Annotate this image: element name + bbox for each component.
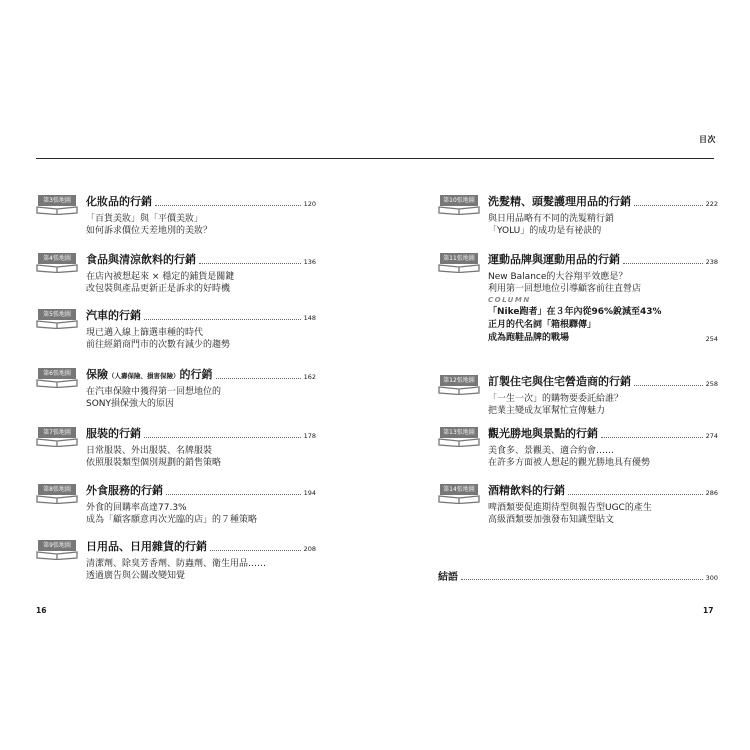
chapter-subtitle-line: 改包裝與產品更新正是訴求的好時機 xyxy=(86,284,231,294)
chapter-subtitle-line: 依照服裝類型個別規劃的銷售策略 xyxy=(86,458,222,468)
chapter-page-number: 222 xyxy=(705,200,718,208)
open-map-book-icon xyxy=(36,495,78,504)
chapter-subtitle-line: 啤酒類要促進期待型與報告型UGC的產生 xyxy=(488,503,652,513)
chapter-page-number: 286 xyxy=(705,489,718,497)
dot-leader xyxy=(623,263,703,264)
open-map-book-icon xyxy=(36,438,78,447)
chapter-page-number: 178 xyxy=(303,432,316,440)
chapter-number-label: 第7張地圖 xyxy=(38,427,76,438)
chapter-page-number: 258 xyxy=(705,380,718,388)
chapter-title xyxy=(488,373,631,389)
chapter-page-number: 208 xyxy=(303,545,316,553)
chapter-subtitle-line: 前往經銷商門市的次數有減少的趨勢 xyxy=(86,340,231,350)
column-title-line: 成為跑鞋品牌的戰場 xyxy=(488,333,570,343)
chapter-map-badge xyxy=(36,368,78,388)
chapter-number-label: 第9張地圖 xyxy=(38,540,76,551)
chapter-title-suffix: 的行銷 xyxy=(179,368,213,381)
chapter-title-text: 運動品牌與運動用品的行銷 xyxy=(488,253,620,266)
toc-title-row xyxy=(488,482,718,498)
column-title-line: 正月的代名詞「箱根驛傳」 xyxy=(488,320,597,330)
chapter-subtitle-line: New Balance的大谷翔平效應是？ xyxy=(488,272,628,282)
chapter-map-badge xyxy=(438,427,480,447)
chapter-map-badge xyxy=(36,484,78,504)
dot-leader xyxy=(634,385,703,386)
toc-title-row xyxy=(488,251,718,267)
column-page-number: 254 xyxy=(705,335,718,343)
chapter-map-badge xyxy=(36,540,78,560)
chapter-number-label: 第3張地圖 xyxy=(38,195,76,206)
chapter-subtitle-line: 透過廣告與公關改變知覺 xyxy=(86,571,186,581)
open-map-book-icon xyxy=(438,386,480,395)
chapter-subtitle-line: 把業主變成友軍幫忙宣傳魅力 xyxy=(488,406,606,416)
toc-title-row xyxy=(86,425,316,441)
chapter-number-label: 第11張地圖 xyxy=(440,253,478,264)
chapter-title-text: 訂製住宅與住宅營造商的行銷 xyxy=(488,375,631,388)
chapter-number-label: 第14張地圖 xyxy=(440,484,478,495)
chapter-subtitle-line: 「一生一次」的購物要委託給誰？ xyxy=(488,394,624,404)
chapter-number-label: 第4張地圖 xyxy=(38,253,76,264)
chapter-title-text: 服裝的行銷 xyxy=(86,427,141,440)
toc-header-label: 目次 xyxy=(699,135,716,144)
page-number-left: 16 xyxy=(36,606,47,615)
page-number-right: 17 xyxy=(703,606,714,615)
chapter-map-badge xyxy=(36,309,78,329)
open-map-book-icon xyxy=(438,438,480,447)
open-map-book-icon xyxy=(36,264,78,273)
chapter-map-badge xyxy=(36,427,78,447)
open-map-book-icon xyxy=(438,264,480,273)
chapter-subtitle-line: 如何訴求價位天差地別的美妝？ xyxy=(86,226,213,236)
dot-leader xyxy=(601,437,703,438)
toc-title-row xyxy=(86,251,316,267)
chapter-subtitle-line: 在許多方面被人想起的觀光勝地具有優勢 xyxy=(488,458,651,468)
chapter-title-text: 汽車的行銷 xyxy=(86,309,141,322)
dot-leader xyxy=(210,550,301,551)
open-map-book-icon xyxy=(438,495,480,504)
chapter-title-text: 酒精飲料的行銷 xyxy=(488,484,565,497)
toc-title-row xyxy=(86,366,316,382)
chapter-title-text: 外食服務的行銷 xyxy=(86,484,163,497)
chapter-map-badge xyxy=(438,375,480,395)
dot-leader xyxy=(568,494,703,495)
chapter-title xyxy=(86,482,163,498)
chapter-subtitle-line: 外食的回購率高達77.3% xyxy=(86,503,187,513)
chapter-subtitle-line: 成為「顧客願意再次光臨的店」的７種策略 xyxy=(86,515,258,525)
chapter-title xyxy=(86,251,196,267)
chapter-map-badge xyxy=(438,195,480,215)
toc-title-row xyxy=(86,482,316,498)
dot-leader xyxy=(155,205,301,206)
chapter-subtitle-line: 在汽車保險中獲得第一回想地位的 xyxy=(86,387,222,397)
chapter-map-badge xyxy=(438,484,480,504)
chapter-title-text: 觀光勝地與景點的行銷 xyxy=(488,427,598,440)
chapter-subtitle-line: SONY損保強大的原因 xyxy=(86,399,175,409)
chapter-page-number: 136 xyxy=(303,258,316,266)
header-rule xyxy=(36,158,714,159)
chapter-title-text: 日用品、日用雜貨的行銷 xyxy=(86,540,207,553)
chapter-page-number: 120 xyxy=(303,200,316,208)
chapter-title xyxy=(86,307,141,323)
chapter-number-label: 第10張地圖 xyxy=(440,195,478,206)
dot-leader xyxy=(461,579,703,580)
chapter-subtitle-line: 「百貨美妝」與「平價美妝」 xyxy=(86,214,204,224)
chapter-title xyxy=(86,366,213,382)
chapter-subtitle-line: 日常服裝、外出服裝、名牌服裝 xyxy=(86,446,213,456)
open-map-book-icon xyxy=(36,206,78,215)
chapter-title xyxy=(86,193,152,209)
toc-title-row xyxy=(488,373,718,389)
chapter-subtitle-line: 「YOLU」的成功是有祕訣的 xyxy=(488,226,602,236)
dot-leader xyxy=(166,494,301,495)
chapter-number-label: 第13張地圖 xyxy=(440,427,478,438)
chapter-title-text: 食品與清涼飲料的行銷 xyxy=(86,253,196,266)
chapter-title-text: 化妝品的行銷 xyxy=(86,195,152,208)
chapter-title-note: （人壽保險、損害保險） xyxy=(108,372,180,380)
dot-leader xyxy=(634,205,703,206)
chapter-title xyxy=(488,251,620,267)
toc-title-row xyxy=(488,193,718,209)
chapter-number-label: 第5張地圖 xyxy=(38,309,76,320)
chapter-subtitle-line: 與日用品略有不同的洗髮精行銷 xyxy=(488,214,615,224)
toc-title-row xyxy=(86,307,316,323)
chapter-number-label: 第12張地圖 xyxy=(440,375,478,386)
chapter-title xyxy=(488,425,598,441)
chapter-number-label: 第6張地圖 xyxy=(38,368,76,379)
dot-leader xyxy=(216,378,301,379)
chapter-title xyxy=(86,425,141,441)
chapter-map-badge xyxy=(36,253,78,273)
open-map-book-icon xyxy=(438,206,480,215)
closing-entry[interactable] xyxy=(438,567,718,583)
chapter-subtitle-line: 利用第一回想地位引導顧客前往直營店 xyxy=(488,284,642,294)
toc-title-row xyxy=(86,538,316,554)
chapter-page-number: 274 xyxy=(705,432,718,440)
toc-title-row xyxy=(86,193,316,209)
dot-leader xyxy=(144,437,301,438)
open-map-book-icon xyxy=(36,379,78,388)
chapter-number-label: 第8張地圖 xyxy=(38,484,76,495)
chapter-title xyxy=(488,193,631,209)
closing-title: 結語 xyxy=(438,572,458,583)
closing-page-number: 300 xyxy=(705,574,718,582)
chapter-title xyxy=(86,538,207,554)
chapter-page-number: 148 xyxy=(303,314,316,322)
chapter-subtitle-line: 高級酒類要加強發布知識型貼文 xyxy=(488,515,615,525)
chapter-map-badge xyxy=(438,253,480,273)
column-title-line: 「Nike跑者」在３年內從96%銳減至43% xyxy=(488,307,662,317)
column-label: COLUMN xyxy=(488,296,531,304)
chapter-title xyxy=(488,482,565,498)
chapter-page-number: 162 xyxy=(303,373,316,381)
chapter-subtitle-line: 現已邁入線上篩選車種的時代 xyxy=(86,328,204,338)
open-map-book-icon xyxy=(36,551,78,560)
chapter-title-text: 洗髮精、頭髮護理用品的行銷 xyxy=(488,195,631,208)
dot-leader xyxy=(199,263,301,264)
chapter-subtitle-line: 清潔劑、除臭芳香劑、防蟲劑、衛生用品…… xyxy=(86,559,267,569)
chapter-title-text: 保險 xyxy=(86,368,108,381)
dot-leader xyxy=(144,319,301,320)
chapter-subtitle-line: 在店內被想起來 × 穩定的鋪貨是關鍵 xyxy=(86,272,235,282)
chapter-page-number: 238 xyxy=(705,258,718,266)
open-map-book-icon xyxy=(36,320,78,329)
chapter-page-number: 194 xyxy=(303,489,316,497)
chapter-subtitle-line: 美食多、景觀美、適合約會…… xyxy=(488,446,615,456)
toc-title-row xyxy=(488,425,718,441)
chapter-map-badge xyxy=(36,195,78,215)
